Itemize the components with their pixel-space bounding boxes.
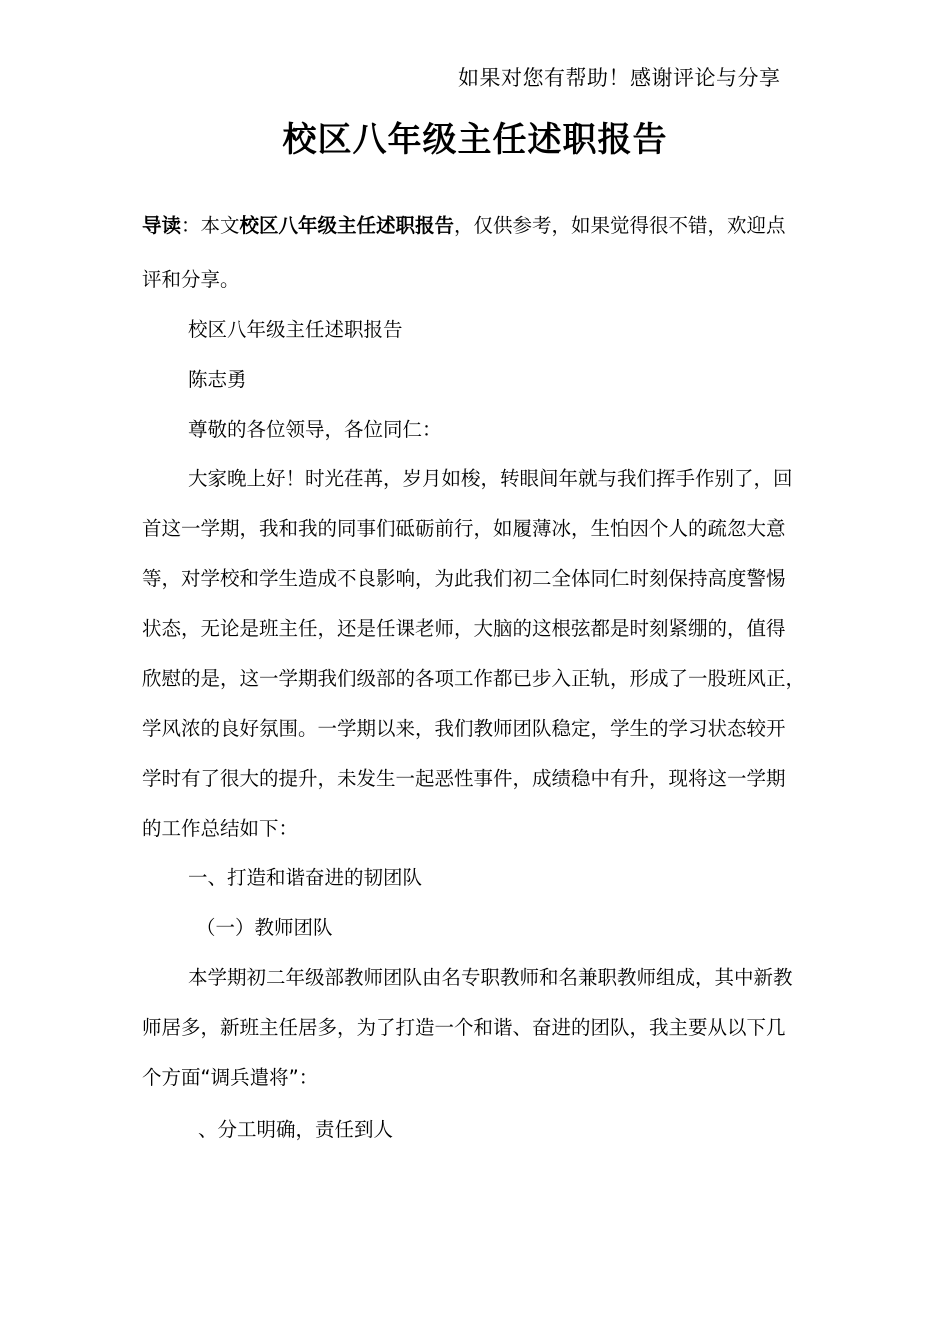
salutation-line: 尊敬的各位领导，各位同仁： [188,418,442,441]
intro-line-1 [142,210,786,238]
paragraph-1-line-6: 学风浓的良好氛围。一学期以来，我们教师团队稳定，学生的学习状态较开 [142,717,786,740]
subsection-heading-1: （一）教师团队 [196,916,333,939]
intro-colon: ：本文 [181,214,240,237]
paragraph-2-line-3: 个方面“调兵遣将”： [142,1066,319,1089]
intro-label: 导读 [142,214,182,237]
paragraph-1-line-8: 的工作总结如下： [142,817,299,840]
paragraph-2-line-1: 本学期初二年级部教师团队由名专职教师和名兼职教师组成，其中新教 [188,966,793,989]
section-heading-1: 一、打造和谐奋进的韧团队 [188,866,423,889]
doc-title-line: 校区八年级主任述职报告 [188,318,403,341]
paragraph-1-line-1: 大家晚上好！时光荏苒，岁月如梭，转眼间年就与我们挥手作别了，回 [188,467,793,490]
paragraph-1-line-2: 首这一学期，我和我的同事们砥砺前行，如履薄冰，生怕因个人的疏忽大意 [142,517,786,540]
paragraph-1-line-4: 状态，无论是班主任，还是任课老师，大脑的这根弦都是时刻紧绷的，值得 [142,617,786,640]
intro-line-2: 评和分享。 [142,268,240,291]
paragraph-1-line-7: 学时有了很大的提升，未发生一起恶性事件，成绩稳中有升，现将这一学期 [142,767,786,790]
intro-bold-title: 校区八年级主任述职报告 [239,214,455,237]
paragraph-1-line-3: 等，对学校和学生造成不良影响，为此我们初二全体同仁时刻保持高度警惕 [142,567,786,590]
header-note: 如果对您有帮助！感谢评论与分享 [458,66,781,90]
paragraph-2-line-2: 师居多，新班主任居多，为了打造一个和谐、奋进的团队，我主要从以下几 [142,1016,786,1039]
paragraph-1-line-5: 欣慰的是，这一学期我们级部的各项工作都已步入正轨，形成了一股班风正， [142,667,806,690]
author-line: 陈志勇 [188,368,247,391]
page-title: 校区八年级主任述职报告 [282,120,668,160]
intro-rest: ，仅供参考，如果觉得很不错，欢迎点 [454,214,786,237]
list-item-1: 、分工明确，责任到人 [198,1118,394,1141]
